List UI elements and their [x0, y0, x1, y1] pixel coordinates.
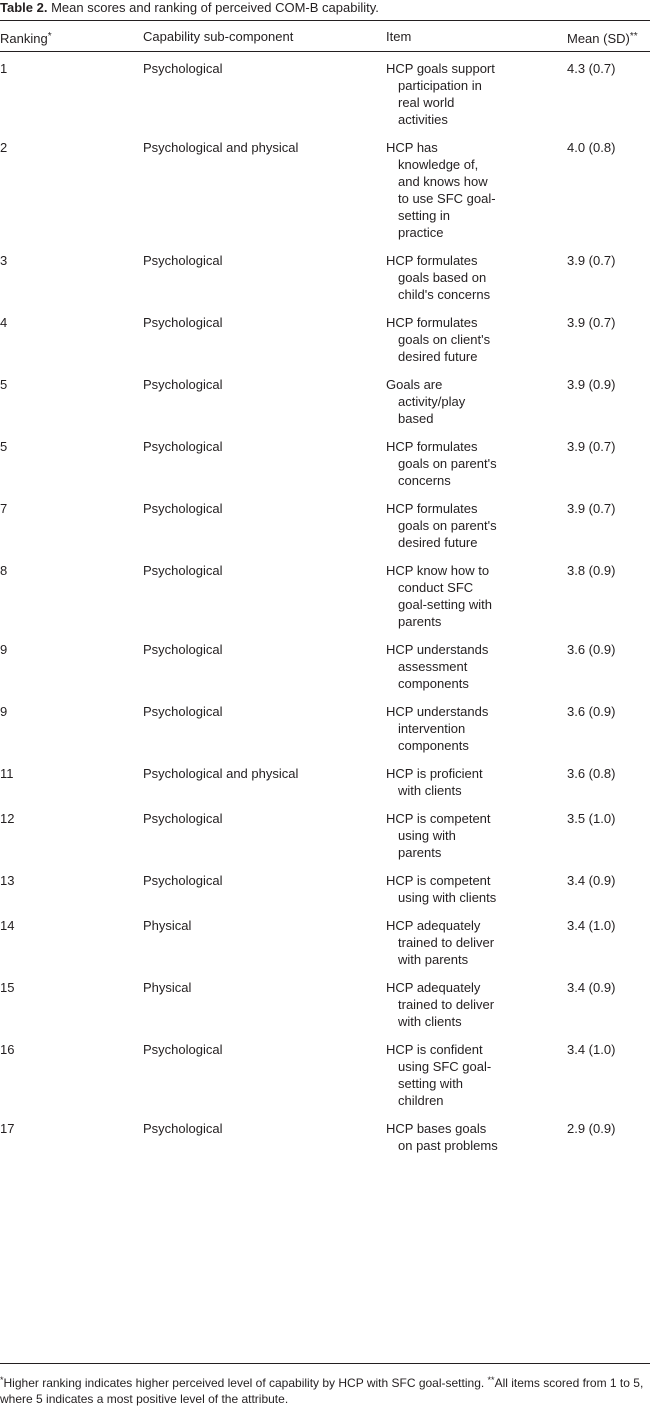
cell-item: [386, 489, 567, 551]
cell-subcomponent: Psychological: [143, 501, 223, 516]
cell-subcomponent: Psychological: [143, 642, 223, 657]
footnote-mark-1: *: [0, 1375, 4, 1385]
header-subcomponent: Capability sub-component: [143, 29, 294, 44]
table-title: Mean scores and ranking of perceived COM-B capability.: [51, 0, 379, 15]
cell-mean: 3.9 (0.7): [567, 315, 616, 330]
table-row: [0, 241, 650, 303]
cell-item: [386, 906, 567, 968]
cell-subcomponent: Psychological: [143, 563, 223, 578]
cell-mean: 3.9 (0.9): [567, 377, 616, 392]
cell-item: [386, 1109, 567, 1154]
footnote-mark-2: **: [487, 1375, 495, 1385]
cell-item: [386, 427, 567, 489]
cell-ranking: 12: [0, 811, 15, 826]
cell-item: [386, 128, 567, 241]
cell-subcomponent: Physical: [143, 980, 192, 995]
cell-ranking: 2: [0, 140, 8, 155]
item-text: HCP bases goals on past problems: [386, 1121, 498, 1153]
cell-subcomponent: Psychological and physical: [143, 766, 299, 781]
cell-item: [386, 241, 567, 303]
cell-ranking: 16: [0, 1042, 15, 1057]
table-row: [0, 1030, 650, 1109]
table-row: [0, 489, 650, 551]
cell-mean: 3.4 (1.0): [567, 1042, 616, 1057]
header-item: Item: [386, 29, 412, 44]
cell-subcomponent: Psychological: [143, 811, 223, 826]
cell-mean: 3.4 (0.9): [567, 980, 616, 995]
header-ranking: Ranking*: [0, 31, 52, 46]
cell-ranking: 7: [0, 501, 8, 516]
table-footnote: [0, 1372, 650, 1407]
item-text: HCP formulates goals based on child's concerns: [386, 253, 491, 302]
cell-ranking: 1: [0, 61, 8, 76]
cell-mean: 4.3 (0.7): [567, 61, 616, 76]
cell-ranking: 9: [0, 642, 8, 657]
table-row: [0, 630, 650, 692]
cell-subcomponent: Psychological: [143, 377, 223, 392]
cell-subcomponent: Psychological: [143, 1121, 223, 1136]
capability-table: [0, 21, 650, 1154]
table-label: Table 2.: [0, 0, 48, 15]
cell-subcomponent: Psychological: [143, 873, 223, 888]
cell-item: [386, 692, 567, 754]
cell-mean: 2.9 (0.9): [567, 1121, 616, 1136]
header-mean: Mean (SD)**: [567, 31, 638, 46]
item-text: HCP is competent using with clients: [386, 873, 497, 905]
item-text: HCP adequately trained to deliver with parents: [386, 918, 495, 967]
item-text: HCP formulates goals on parent's desired future: [386, 501, 497, 550]
cell-mean: 3.6 (0.9): [567, 642, 616, 657]
cell-ranking: 8: [0, 563, 8, 578]
cell-item: [386, 1030, 567, 1109]
table-row: [0, 365, 650, 427]
cell-subcomponent: Physical: [143, 918, 192, 933]
cell-mean: 3.4 (1.0): [567, 918, 616, 933]
cell-ranking: 9: [0, 704, 8, 719]
cell-subcomponent: Psychological: [143, 253, 223, 268]
footnote-text-1: Higher ranking indicates higher perceived level of capability by HCP with SFC goal-setting.: [3, 1376, 485, 1390]
cell-item: [386, 303, 567, 365]
table-row: [0, 51, 650, 128]
table-header: [0, 21, 650, 51]
table-row: [0, 303, 650, 365]
item-text: HCP goals support participation in real world activities: [386, 61, 495, 127]
cell-mean: 3.8 (0.9): [567, 563, 616, 578]
cell-item: [386, 51, 567, 128]
cell-item: [386, 861, 567, 906]
table-row: [0, 427, 650, 489]
table-row: [0, 1109, 650, 1154]
cell-item: [386, 754, 567, 799]
table-row: [0, 754, 650, 799]
table-row: [0, 861, 650, 906]
ranking-footnote-mark: *: [47, 31, 52, 42]
cell-mean: 3.9 (0.7): [567, 501, 616, 516]
cell-ranking: 5: [0, 377, 8, 392]
cell-subcomponent: Psychological: [143, 315, 223, 330]
cell-ranking: 11: [0, 766, 14, 781]
item-text: HCP understands intervention components: [386, 704, 489, 753]
cell-ranking: 13: [0, 873, 15, 888]
table-body: [0, 51, 650, 1154]
cell-mean: 3.6 (0.8): [567, 766, 616, 781]
item-text: HCP is confident using SFC goal-setting with children: [386, 1042, 492, 1108]
cell-item: [386, 551, 567, 630]
table-caption: [0, 0, 379, 16]
item-text: HCP is proficient with clients: [386, 766, 483, 798]
cell-item: [386, 799, 567, 861]
item-text: HCP know how to conduct SFC goal-setting with parents: [386, 563, 492, 629]
cell-item: [386, 365, 567, 427]
bottom-rule: [0, 1363, 650, 1364]
mean-footnote-mark: **: [629, 31, 638, 42]
footnote-text-2: All items scored from 1 to 5, where 5 indicates a most positive level of the attribute.: [0, 1376, 644, 1406]
table-row: [0, 128, 650, 241]
cell-ranking: 17: [0, 1121, 15, 1136]
cell-ranking: 5: [0, 439, 8, 454]
cell-item: [386, 968, 567, 1030]
table-row: [0, 692, 650, 754]
table-row: [0, 968, 650, 1030]
cell-ranking: 4: [0, 315, 8, 330]
table-row: [0, 799, 650, 861]
cell-mean: 3.6 (0.9): [567, 704, 616, 719]
item-text: HCP formulates goals on parent's concerns: [386, 439, 497, 488]
cell-mean: 4.0 (0.8): [567, 140, 616, 155]
cell-subcomponent: Psychological: [143, 1042, 223, 1057]
item-text: HCP adequately trained to deliver with clients: [386, 980, 495, 1029]
item-text: HCP formulates goals on client's desired future: [386, 315, 491, 364]
cell-mean: 3.4 (0.9): [567, 873, 616, 888]
cell-ranking: 14: [0, 918, 15, 933]
item-text: Goals are activity/play based: [386, 377, 466, 426]
table-row: [0, 906, 650, 968]
cell-item: [386, 630, 567, 692]
cell-subcomponent: Psychological: [143, 439, 223, 454]
cell-subcomponent: Psychological: [143, 704, 223, 719]
cell-subcomponent: Psychological: [143, 61, 223, 76]
item-text: HCP understands assessment components: [386, 642, 489, 691]
item-text: HCP is competent using with parents: [386, 811, 491, 860]
table-row: [0, 551, 650, 630]
cell-mean: 3.9 (0.7): [567, 253, 616, 268]
cell-ranking: 15: [0, 980, 15, 995]
cell-ranking: 3: [0, 253, 8, 268]
cell-mean: 3.5 (1.0): [567, 811, 616, 826]
item-text: HCP has knowledge of, and knows how to use SFC goal-setting in practice: [386, 140, 496, 240]
cell-subcomponent: Psychological and physical: [143, 140, 299, 155]
cell-mean: 3.9 (0.7): [567, 439, 616, 454]
